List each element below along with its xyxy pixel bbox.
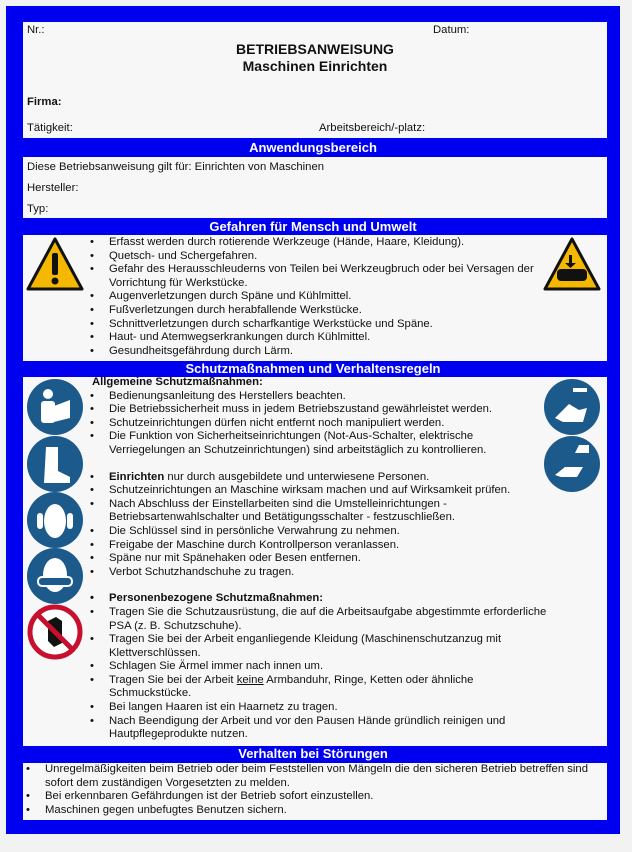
list-item: • Gefahr des Herausschleuderns von Teilen bei Werkzeugbruch oder bei Versagen der Vorrichtung für Werkstücke. <box>87 263 547 290</box>
safety-boots-icon <box>26 435 84 493</box>
skin-care-icon <box>543 435 601 493</box>
datum-label: Datum: <box>433 24 470 36</box>
document-title: BETRIEBSANWEISUNG <box>236 41 394 57</box>
read-manual-icon <box>26 378 84 436</box>
allgemein-heading: Allgemeine Schutzmaßnahmen: <box>92 376 263 388</box>
schutzmassnahmen-box <box>23 377 607 746</box>
warning-general-icon <box>26 237 84 291</box>
malfunction-list <box>23 763 607 817</box>
anwendungsbereich-box <box>23 157 607 218</box>
list-item: • Gesundheitsgefährdung durch Lärm. <box>87 345 547 359</box>
list-item: • Nach Abschluss der Einstellarbeiten sind die Umstelleinrichtungen - Betriebsartenwahlschalter und Betätigungsschalter - festzuschließen. <box>87 498 547 525</box>
typ-label: Typ: <box>27 203 49 215</box>
hersteller-label: Hersteller: <box>27 182 79 194</box>
firma-label: Firma: <box>27 96 62 108</box>
list-item: • Späne nur mit Spänehaken oder Besen entfernen. <box>87 552 547 566</box>
einrichten-bold: Einrichten <box>109 470 165 483</box>
personal-measures-list <box>87 592 547 742</box>
taetigkeit-label: Tätigkeit: <box>27 122 73 134</box>
schmuck-post: Armbanduhr, Ringe, Ketten oder ähnliche Schmuckstücke. <box>109 673 474 700</box>
list-item <box>87 674 547 701</box>
section-title-gefahren: Gefahren für Mensch und Umwelt <box>209 219 417 234</box>
list-item: • Schutzeinrichtungen dürfen nicht entfernt noch manipuliert werden. <box>87 417 547 431</box>
general-measures-list <box>87 390 547 458</box>
list-item: • Schnittverletzungen durch scharfkantige Werkstücke und Späne. <box>87 318 547 332</box>
list-item: • Schlagen Sie Ärmel immer nach innen um. <box>87 660 547 674</box>
list-item: • Schutzeinrichtungen an Maschine wirksam machen und auf Wirksamkeit prüfen. <box>87 484 547 498</box>
personen-heading: • Personenbezogene Schutzmaßnahmen: <box>87 592 547 606</box>
list-item: • Tragen Sie bei der Arbeit enganliegende Kleidung (Maschinenschutzanzug mit Klettverschlüssen. <box>87 633 547 660</box>
nr-label: Nr.: <box>27 24 45 36</box>
no-gloves-icon <box>26 603 84 661</box>
list-item: • Haut- und Atemwegserkrankungen durch Kühlmittel. <box>87 331 547 345</box>
list-item: • Die Funktion von Sicherheitseinrichtungen (Not-Aus-Schalter, elektrische Verriegelungen an Schutzeinrichtungen) sind arbeitstäglich zu kontrollieren. <box>87 430 547 457</box>
hearing-protection-icon <box>26 491 84 549</box>
arbeitsbereich-label: Arbeitsbereich/-platz: <box>319 122 426 134</box>
list-item: • Tragen Sie die Schutzausrüstung, die auf die Arbeitsaufgabe abgestimmte erforderliche PSA (z. B. Schutzschuhe). <box>87 606 547 633</box>
list-item: • Die Betriebssicherheit muss in jedem Betriebszustand gewährleistet werden. <box>87 403 547 417</box>
setup-measures-list <box>87 471 547 580</box>
schmuck-pre: Tragen Sie bei der Arbeit <box>109 673 237 686</box>
list-item: • Quetsch- und Schergefahren. <box>87 250 547 264</box>
einrichten-rest: nur durch ausgebildete und unterwiesene Personen. <box>164 470 430 483</box>
list-item: • Bei erkennbaren Gefährdungen ist der Betrieb sofort einzustellen. <box>23 790 607 804</box>
schmuck-underlined: keine <box>236 673 264 686</box>
list-item: • Erfasst werden durch rotierende Werkzeuge (Hände, Haare, Kleidung). <box>87 236 547 250</box>
list-item: • Freigabe der Maschine durch Kontrollperson veranlassen. <box>87 539 547 553</box>
gefahren-box <box>23 235 607 361</box>
hazard-list <box>87 236 547 358</box>
scope-text: Diese Betriebsanweisung gilt für: Einrichten von Maschinen <box>27 161 325 173</box>
list-item: • Verbot Schutzhandschuhe zu tragen. <box>87 566 547 580</box>
eye-protection-icon <box>26 547 84 605</box>
list-item: • Fußverletzungen durch herabfallende Werkstücke. <box>87 304 547 318</box>
list-item: • Bedienungsanleitung des Herstellers beachten. <box>87 390 547 404</box>
section-title-stoerungen: Verhalten bei Störungen <box>238 746 388 761</box>
section-title-schutzmassnahmen: Schutzmaßnahmen und Verhaltensregeln <box>185 361 441 376</box>
stoerungen-box <box>23 763 607 820</box>
list-item: • Maschinen gegen unbefugtes Benutzen sichern. <box>23 804 607 818</box>
warning-hand-crush-icon <box>543 237 601 291</box>
list-item: • Bei langen Haaren ist ein Haarnetz zu tragen. <box>87 701 547 715</box>
header-box <box>23 22 607 138</box>
list-item: • Augenverletzungen durch Späne und Kühlmittel. <box>87 290 547 304</box>
list-item: • Unregelmäßigkeiten beim Betrieb oder beim Feststellen von Mängeln die den sicheren Betrieb betreffen sind sofort dem zuständigen Vorgesetzten zu melden. <box>23 763 607 790</box>
document-subtitle: Maschinen Einrichten <box>242 58 388 74</box>
list-item: • Die Schlüssel sind in persönliche Verwahrung zu nehmen. <box>87 525 547 539</box>
section-title-anwendungsbereich: Anwendungsbereich <box>249 140 377 155</box>
wash-hands-icon <box>543 378 601 436</box>
list-item: • Nach Beendigung der Arbeit und vor den Pausen Hände gründlich reinigen und Hautpflegeprodukte nutzen. <box>87 715 547 742</box>
list-item <box>87 471 547 485</box>
